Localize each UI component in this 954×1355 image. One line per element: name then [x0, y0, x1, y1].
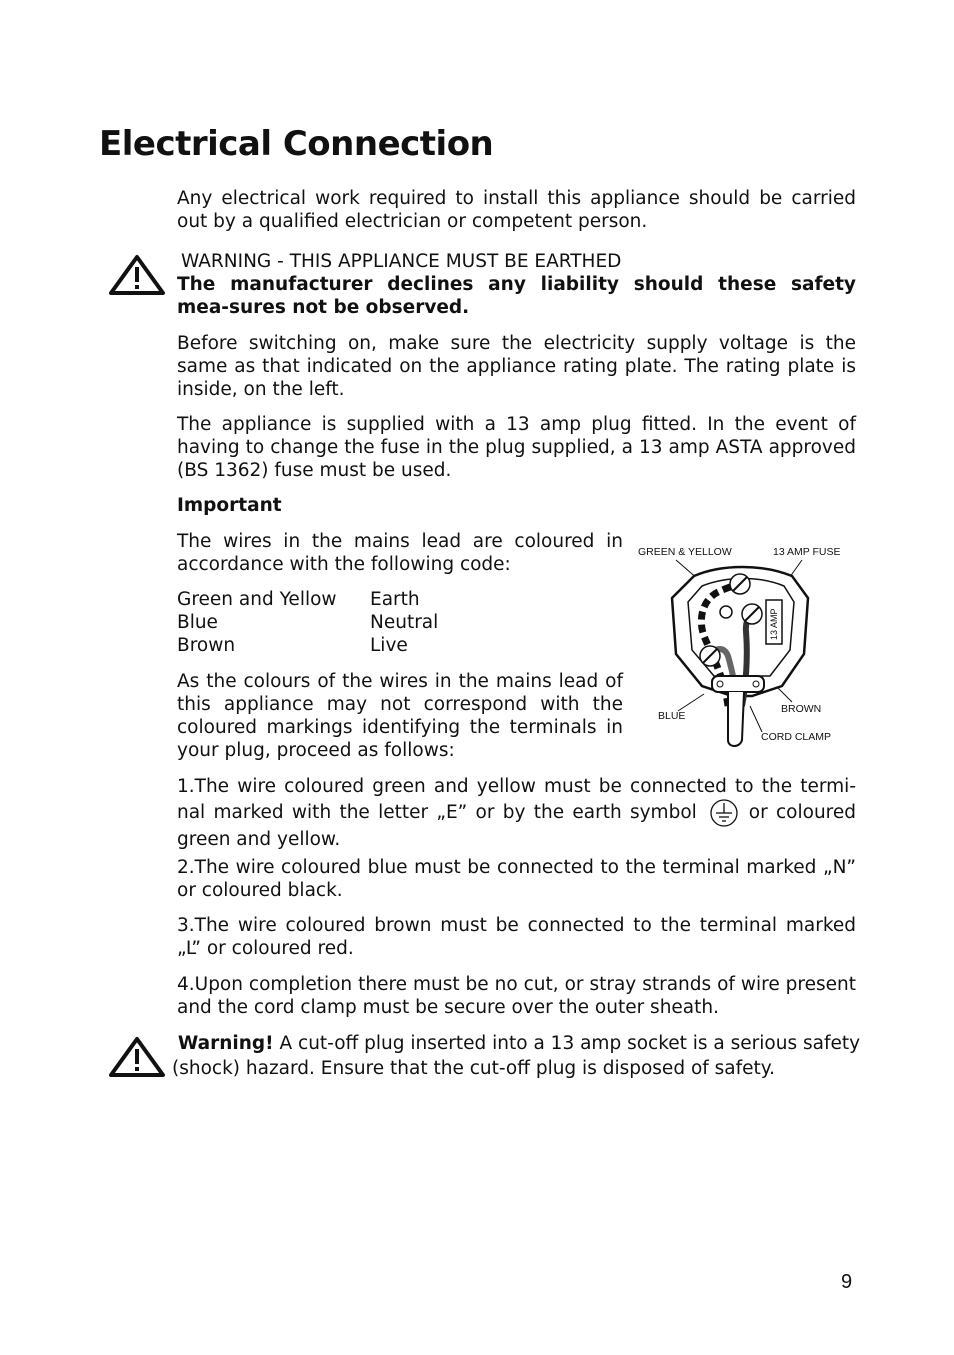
warning-triangle-icon [108, 254, 166, 296]
step-4: 4.Upon completion there must be no cut, or stray strands of wire present and the cord clamp must be secure over the outer sheath. [177, 974, 856, 1018]
step-1-text-a: 1.The wire coloured green and yellow must be connected to the termi-nal marked with the letter „E” or by the earth symbol [177, 776, 856, 823]
final-warning-label: Warning! [177, 1033, 274, 1054]
important-heading: Important [177, 495, 282, 516]
step-3: 3.The wire coloured brown must be connected to the terminal marked „L” or coloured red. [177, 915, 856, 959]
step-1-text-b: or coloured green and yellow. [177, 802, 856, 850]
step-1 [177, 775, 856, 851]
colour-name: Blue [177, 612, 218, 633]
colour-code-row [177, 588, 438, 611]
fuse-label: 13 AMP [769, 608, 779, 640]
plug-paragraph: The appliance is supplied with a 13 amp plug fitted. In the event of having to change the fuse in the plug supplied, a 13 amp ASTA approved (BS 1362) fuse must be used. [177, 414, 856, 481]
wires-paragraph: The wires in the mains lead are coloured in accordance with the following code: [177, 531, 623, 575]
colour-code-table [177, 588, 438, 657]
warning-triangle-icon [108, 1036, 166, 1078]
page-number: 9 [841, 1271, 853, 1293]
colour-code-row [177, 634, 438, 657]
markings-paragraph: As the colours of the wires in the mains lead of this appliance may not correspond with the coloured markings identifying the terminals in your plug, proceed as follows: [177, 671, 623, 761]
label-brown: BROWN [781, 703, 822, 715]
colour-function: Live [370, 635, 408, 656]
label-fuse: 13 AMP FUSE [773, 546, 841, 558]
earth-symbol-icon [709, 798, 739, 828]
colour-name: Brown [177, 635, 236, 656]
label-blue: BLUE [658, 710, 686, 722]
label-green-yellow: GREEN & YELLOW [638, 546, 732, 558]
colour-name: Green and Yellow [177, 589, 337, 610]
intro-paragraph: Any electrical work required to install this appliance should be carried out by a qualified electrician or competent person. [177, 188, 856, 232]
plug-wiring-diagram [632, 536, 852, 752]
warning-heading: WARNING - THIS APPLIANCE MUST BE EARTHED [181, 251, 622, 272]
voltage-paragraph: Before switching on, make sure the electricity supply voltage is the same as that indicated on the appliance rating plate. The rating plate is inside, on the left. [177, 333, 856, 400]
final-warning [172, 1031, 872, 1081]
colour-function: Earth [370, 589, 420, 610]
warning-body: The manufacturer declines any liability should these safety mea-sures not be observed. [177, 274, 856, 318]
colour-code-row [177, 611, 438, 634]
colour-function: Neutral [370, 612, 439, 633]
page-title: Electrical Connection [99, 124, 494, 164]
label-cord-clamp: CORD CLAMP [761, 731, 832, 743]
step-2: 2.The wire coloured blue must be connected to the terminal marked „N” or coloured black. [177, 857, 856, 901]
final-warning-text: A cut-off plug inserted into a 13 amp socket is a serious safety (shock) hazard. Ensure that the cut-off plug is disposed of safety. [172, 1033, 861, 1079]
